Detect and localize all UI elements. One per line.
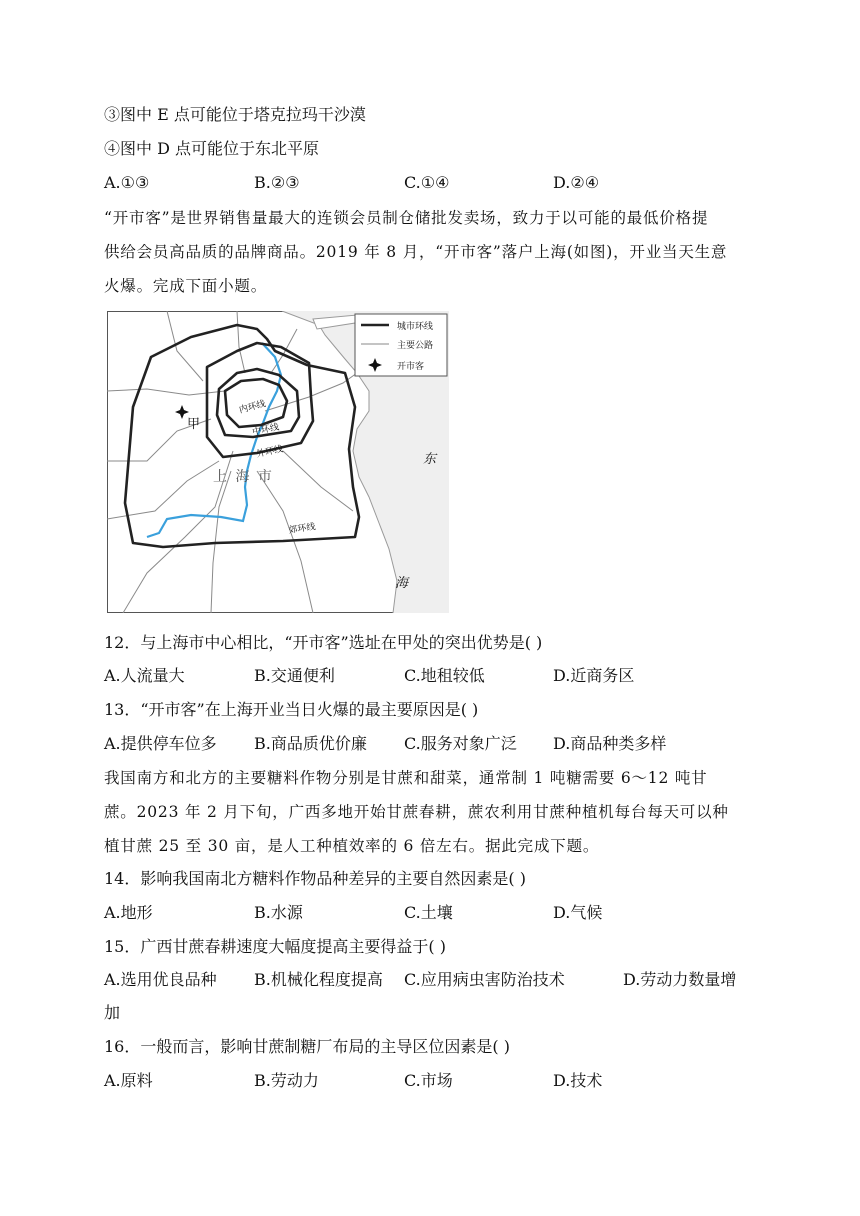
label-inner-ring: 内环线 bbox=[238, 399, 267, 416]
q12-option-a[interactable]: A.人流量大 bbox=[104, 666, 185, 685]
q14-option-b[interactable]: B.水源 bbox=[254, 903, 303, 922]
q14-option-d[interactable]: D.气候 bbox=[553, 903, 603, 922]
q14-option-a[interactable]: A.地形 bbox=[104, 903, 153, 922]
label-middle-ring: 中环线 bbox=[251, 422, 281, 438]
passage1-line-3: 火爆。完成下面小题。 bbox=[104, 277, 268, 295]
q16-option-a[interactable]: A.原料 bbox=[104, 1071, 153, 1090]
option-a[interactable]: A.①③ bbox=[104, 173, 150, 192]
q15-option-a[interactable]: A.选用优良品种 bbox=[104, 970, 217, 989]
q16-option-d[interactable]: D.技术 bbox=[553, 1071, 603, 1090]
passage2-line-3: 植甘蔗 25 至 30 亩，是人工种植效率的 6 倍左右。据此完成下题。 bbox=[104, 837, 600, 855]
q13-option-d[interactable]: D.商品种类多样 bbox=[553, 734, 667, 753]
legend-ring-road: 城市环线 bbox=[397, 322, 434, 332]
label-outer-ring: 外环线 bbox=[255, 444, 285, 460]
label-sea: 海 bbox=[395, 576, 409, 591]
statement-4: ④图中 D 点可能位于东北平原 bbox=[104, 139, 320, 158]
passage1-line-1: “开市客”是世界销售量最大的连锁会员制仓储批发卖场，致力于以可能的最低价格提 bbox=[104, 209, 709, 227]
option-c[interactable]: C.①④ bbox=[404, 173, 450, 192]
q15-option-b[interactable]: B.机械化程度提高 bbox=[254, 970, 383, 989]
label-shanghai-city: 上 海 市 bbox=[213, 469, 274, 485]
q13-option-b[interactable]: B.商品质优价廉 bbox=[254, 734, 367, 753]
q16-option-b[interactable]: B.劳动力 bbox=[254, 1071, 319, 1090]
q13-option-c[interactable]: C.服务对象广泛 bbox=[404, 734, 517, 753]
q16-option-c[interactable]: C.市场 bbox=[404, 1071, 453, 1090]
q12-stem: 12．与上海市中心相比，“开市客”选址在甲处的突出优势是( ) bbox=[104, 633, 543, 652]
legend bbox=[355, 314, 447, 376]
q15-stem: 15．广西甘蔗春耕速度大幅度提高主要得益于( ) bbox=[104, 937, 446, 956]
shanghai-ring-road-map bbox=[107, 311, 449, 613]
passage2-line-1: 我国南方和北方的主要糖料作物分别是甘蔗和甜菜，通常制 1 吨糖需要 6～12 吨甘 bbox=[104, 769, 708, 787]
label-east: 东 bbox=[423, 452, 437, 467]
legend-costco: 开市客 bbox=[397, 362, 425, 372]
q16-stem: 16．一般而言，影响甘蔗制糖厂布局的主导区位因素是( ) bbox=[104, 1037, 510, 1056]
legend-main-road: 主要公路 bbox=[397, 341, 434, 351]
q13-stem: 13．“开市客”在上海开业当日火爆的最主要原因是( ) bbox=[104, 700, 479, 719]
q15-option-c[interactable]: C.应用病虫害防治技术 bbox=[404, 970, 565, 989]
q13-option-a[interactable]: A.提供停车位多 bbox=[104, 734, 217, 753]
q12-option-d[interactable]: D.近商务区 bbox=[553, 666, 635, 685]
option-d[interactable]: D.②④ bbox=[553, 173, 600, 192]
option-b[interactable]: B.②③ bbox=[254, 173, 300, 192]
statement-3: ③图中 E 点可能位于塔克拉玛干沙漠 bbox=[104, 105, 366, 124]
q15-option-d[interactable]: D.劳动力数量增 bbox=[623, 970, 737, 989]
label-jia: 甲 bbox=[187, 417, 201, 432]
q14-stem: 14．影响我国南北方糖料作物品种差异的主要自然因素是( ) bbox=[104, 869, 526, 888]
q12-option-b[interactable]: B.交通便利 bbox=[254, 666, 335, 685]
q12-option-c[interactable]: C.地租较低 bbox=[404, 666, 485, 685]
q14-option-c[interactable]: C.土壤 bbox=[404, 903, 453, 922]
passage2-line-2: 蔗。2023 年 2 月下旬，广西多地开始甘蔗春耕，蔗农利用甘蔗种植机每台每天可以种 bbox=[104, 803, 729, 821]
passage1-line-2: 供给会员高品质的品牌商品。2019 年 8 月，“开市客”落户上海(如图)，开业当天生意 bbox=[104, 243, 728, 261]
label-suburban-ring: 郊环线 bbox=[288, 522, 317, 536]
q15-option-d-wrap: 加 bbox=[104, 1003, 121, 1022]
